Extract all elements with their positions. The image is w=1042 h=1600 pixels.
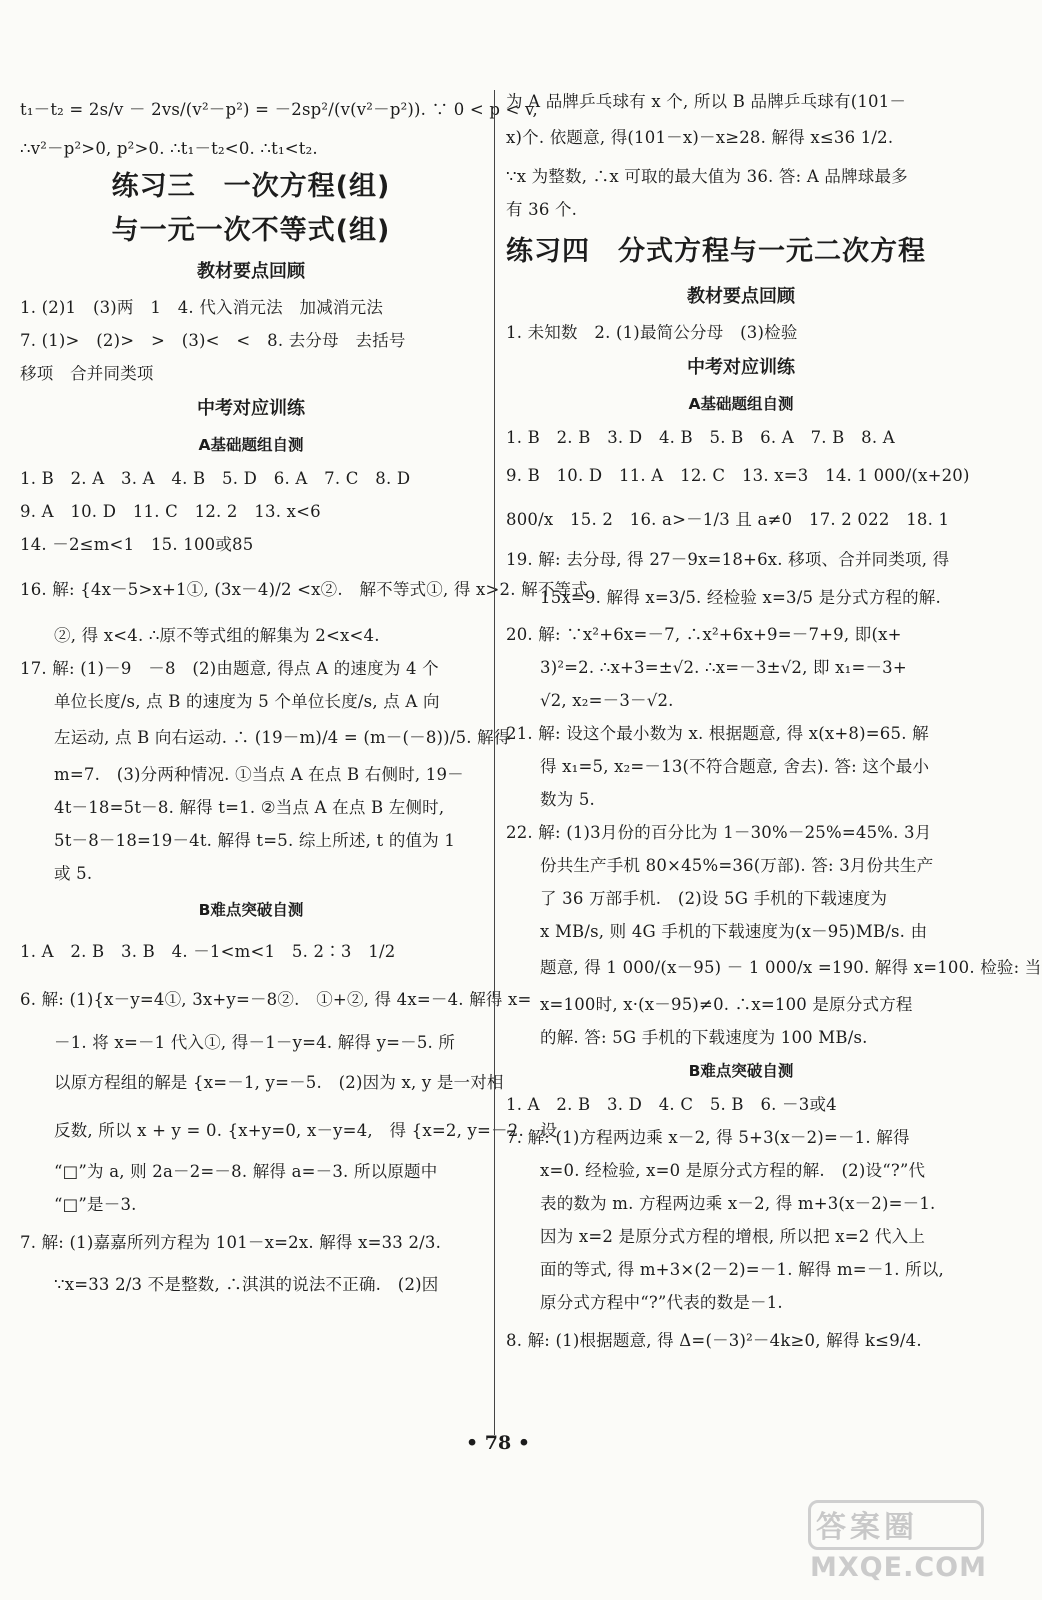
text-line: 17. 解: (1)－9 －8 (2)由题意, 得点 A 的速度为 4 个 bbox=[20, 659, 439, 678]
watermark-logo bbox=[808, 1500, 988, 1590]
text-line: 7. 解: (1)嘉嘉所列方程为 101－x=2x. 解得 x=33 2/3. bbox=[20, 1233, 442, 1252]
text-line: 19. 解: 去分母, 得 27－9x=18+6x. 移项、合并同类项, 得 bbox=[506, 550, 950, 569]
section-heading: 中考对应训练 bbox=[197, 398, 305, 419]
text-line: 800/x 15. 2 16. a>－1/3 且 a≠0 17. 2 022 18. 1 bbox=[506, 510, 950, 529]
text-line: －1. 将 x=－1 代入①, 得－1－y=4. 解得 y=－5. 所 bbox=[54, 1033, 456, 1052]
watermark-url: MXQE.COM bbox=[810, 1552, 987, 1583]
text-line: 或 5. bbox=[54, 864, 93, 883]
text-line: 的解. 答: 5G 手机的下载速度为 100 MB/s. bbox=[540, 1028, 868, 1047]
text-line: 21. 解: 设这个最小数为 x. 根据题意, 得 x(x+8)=65. 解 bbox=[506, 724, 929, 743]
text-line: 9. A 10. D 11. C 12. 2 13. x<6 bbox=[20, 502, 321, 521]
text-line: ∵x=33 2/3 不是整数, ∴淇淇的说法不正确. (2)因 bbox=[54, 1275, 439, 1294]
text-line: 表的数为 m. 方程两边乘 x－2, 得 m+3(x－2)=－1. bbox=[540, 1194, 936, 1213]
text-line: 3)²=2. ∴x+3=±√2. ∴x=－3±√2, 即 x₁=－3+ bbox=[540, 658, 907, 677]
text-line: x=100时, x·(x－95)≠0. ∴x=100 是原分式方程 bbox=[540, 995, 913, 1014]
text-line: 了 36 万部手机. (2)设 5G 手机的下载速度为 bbox=[540, 889, 888, 908]
text-line: 移项 合并同类项 bbox=[20, 364, 154, 383]
right-column bbox=[506, 88, 1042, 1363]
exercise-title: 与一元一次不等式(组) bbox=[111, 215, 391, 246]
text-line: 份共生产手机 80×45%=36(万部). 答: 3月份共生产 bbox=[540, 856, 934, 875]
text-line: 8. 解: (1)根据题意, 得 Δ=(－3)²－4k≥0, 解得 k≤9/4. bbox=[506, 1331, 922, 1350]
section-heading: 教材要点回顾 bbox=[197, 261, 305, 282]
subsection-heading: A基础题组自测 bbox=[198, 436, 304, 454]
text-line: 20. 解: ∵x²+6x=－7, ∴x²+6x+9=－7+9, 即(x+ bbox=[506, 625, 902, 644]
text-line: 7. 解: (1)方程两边乘 x－2, 得 5+3(x－2)=－1. 解得 bbox=[506, 1128, 910, 1147]
exercise-title: 练习三 一次方程(组) bbox=[111, 171, 391, 202]
text-line: 单位长度/s, 点 B 的速度为 5 个单位长度/s, 点 A 向 bbox=[54, 692, 440, 711]
text-line: 以原方程组的解是 {x=－1, y=－5. (2)因为 x, y 是一对相 bbox=[54, 1073, 504, 1092]
text-line: 7. (1)> (2)> > (3)< < 8. 去分母 去括号 bbox=[20, 331, 406, 350]
text-line: 原分式方程中“?”代表的数是－1. bbox=[540, 1293, 783, 1312]
exercise-title: 练习四 分式方程与一元二次方程 bbox=[506, 236, 926, 267]
text-line: “□”是－3. bbox=[54, 1195, 137, 1214]
text-line: 1. 未知数 2. (1)最简公分母 (3)检验 bbox=[506, 323, 798, 342]
subsection-heading: B难点突破自测 bbox=[688, 1062, 794, 1080]
text-line: 因为 x=2 是原分式方程的增根, 所以把 x=2 代入上 bbox=[540, 1227, 926, 1246]
text-line: ∴v²－p²>0, p²>0. ∴t₁－t₂<0. ∴t₁<t₂. bbox=[20, 139, 318, 158]
text-line: 6. 解: (1){x－y=4①, 3x+y=－8②. ①+②, 得 4x=－4. 解得 x= bbox=[20, 990, 532, 1009]
text-line: 反数, 所以 x + y = 0. {x+y=0, x－y=4, 得 {x=2, y=－2. 设 bbox=[54, 1121, 558, 1140]
text-line: 5t－8－18=19－4t. 解得 t=5. 综上所述, t 的值为 1 bbox=[54, 831, 456, 850]
text-line: 15x=9. 解得 x=3/5. 经检验 x=3/5 是分式方程的解. bbox=[540, 588, 941, 607]
text-line: 4t－18=5t－8. 解得 t=1. ②当点 A 在点 B 左侧时, bbox=[54, 798, 445, 817]
text-line: m=7. (3)分两种情况. ①当点 A 在点 B 右侧时, 19－ bbox=[54, 765, 464, 784]
text-line: 22. 解: (1)3月份的百分比为 1－30%－25%=45%. 3月 bbox=[506, 823, 932, 842]
text-line: 16. 解: {4x－5>x+1①, (3x－4)/2 <x②. 解不等式①, 得 x>2. 解不等式 bbox=[20, 580, 588, 599]
text-line: 14. －2≤m<1 15. 100或85 bbox=[20, 535, 254, 554]
watermark-chars: 答案圈 bbox=[816, 1510, 918, 1545]
column-divider bbox=[494, 90, 495, 1435]
text-line: 1. A 2. B 3. B 4. －1<m<1 5. 2∶3 1/2 bbox=[20, 942, 396, 961]
text-line: 有 36 个. bbox=[506, 200, 578, 219]
text-line: “□”为 a, 则 2a－2=－8. 解得 a=－3. 所以原题中 bbox=[54, 1162, 438, 1181]
subsection-heading: A基础题组自测 bbox=[688, 395, 794, 413]
subsection-heading: B难点突破自测 bbox=[198, 901, 304, 919]
section-heading: 教材要点回顾 bbox=[687, 286, 795, 307]
text-line: 得 x₁=5, x₂=－13(不符合题意, 舍去). 答: 这个最小 bbox=[540, 757, 930, 776]
text-line: 1. B 2. B 3. D 4. B 5. B 6. A 7. B 8. A bbox=[506, 428, 895, 447]
text-line: 左运动, 点 B 向右运动. ∴ (19－m)/4 = (m－(－8))/5. 解得 bbox=[54, 728, 511, 747]
text-line: 1. A 2. B 3. D 4. C 5. B 6. －3或4 bbox=[506, 1095, 837, 1114]
text-line: ∵x 为整数, ∴x 可取的最大值为 36. 答: A 品牌球最多 bbox=[506, 167, 908, 186]
section-heading: 中考对应训练 bbox=[687, 357, 795, 378]
text-line: t₁－t₂ = 2s/v － 2vs/(v²－p²) = －2sp²/(v(v²－p²)). ∵ 0 < p < v, bbox=[20, 100, 539, 119]
text-line: ②, 得 x<4. ∴原不等式组的解集为 2<x<4. bbox=[54, 626, 380, 645]
text-line: 1. B 2. A 3. A 4. B 5. D 6. A 7. C 8. D bbox=[20, 469, 411, 488]
text-line: 9. B 10. D 11. A 12. C 13. x=3 14. 1 000/(x+20) bbox=[506, 466, 970, 485]
text-line: √2, x₂=－3－√2. bbox=[540, 691, 674, 710]
text-line: x MB/s, 则 4G 手机的下载速度为(x－95)MB/s. 由 bbox=[540, 922, 928, 941]
text-line: 题意, 得 1 000/(x－95) － 1 000/x =190. 解得 x=100. 检验: 当 bbox=[540, 958, 1042, 977]
page-number: • 78 • bbox=[466, 1432, 530, 1454]
text-line: 数为 5. bbox=[540, 790, 595, 809]
text-line: 为 A 品牌乒乓球有 x 个, 所以 B 品牌乒乓球有(101－ bbox=[506, 92, 907, 111]
text-line: 面的等式, 得 m+3×(2－2)=－1. 解得 m=－1. 所以, bbox=[540, 1260, 944, 1279]
text-line: x)个. 依题意, 得(101－x)－x≥28. 解得 x≤36 1/2. bbox=[506, 128, 894, 147]
text-line: x=0. 经检验, x=0 是原分式方程的解. (2)设“?”代 bbox=[540, 1161, 926, 1180]
text-line: 1. (2)1 (3)两 1 4. 代入消元法 加减消元法 bbox=[20, 298, 384, 317]
